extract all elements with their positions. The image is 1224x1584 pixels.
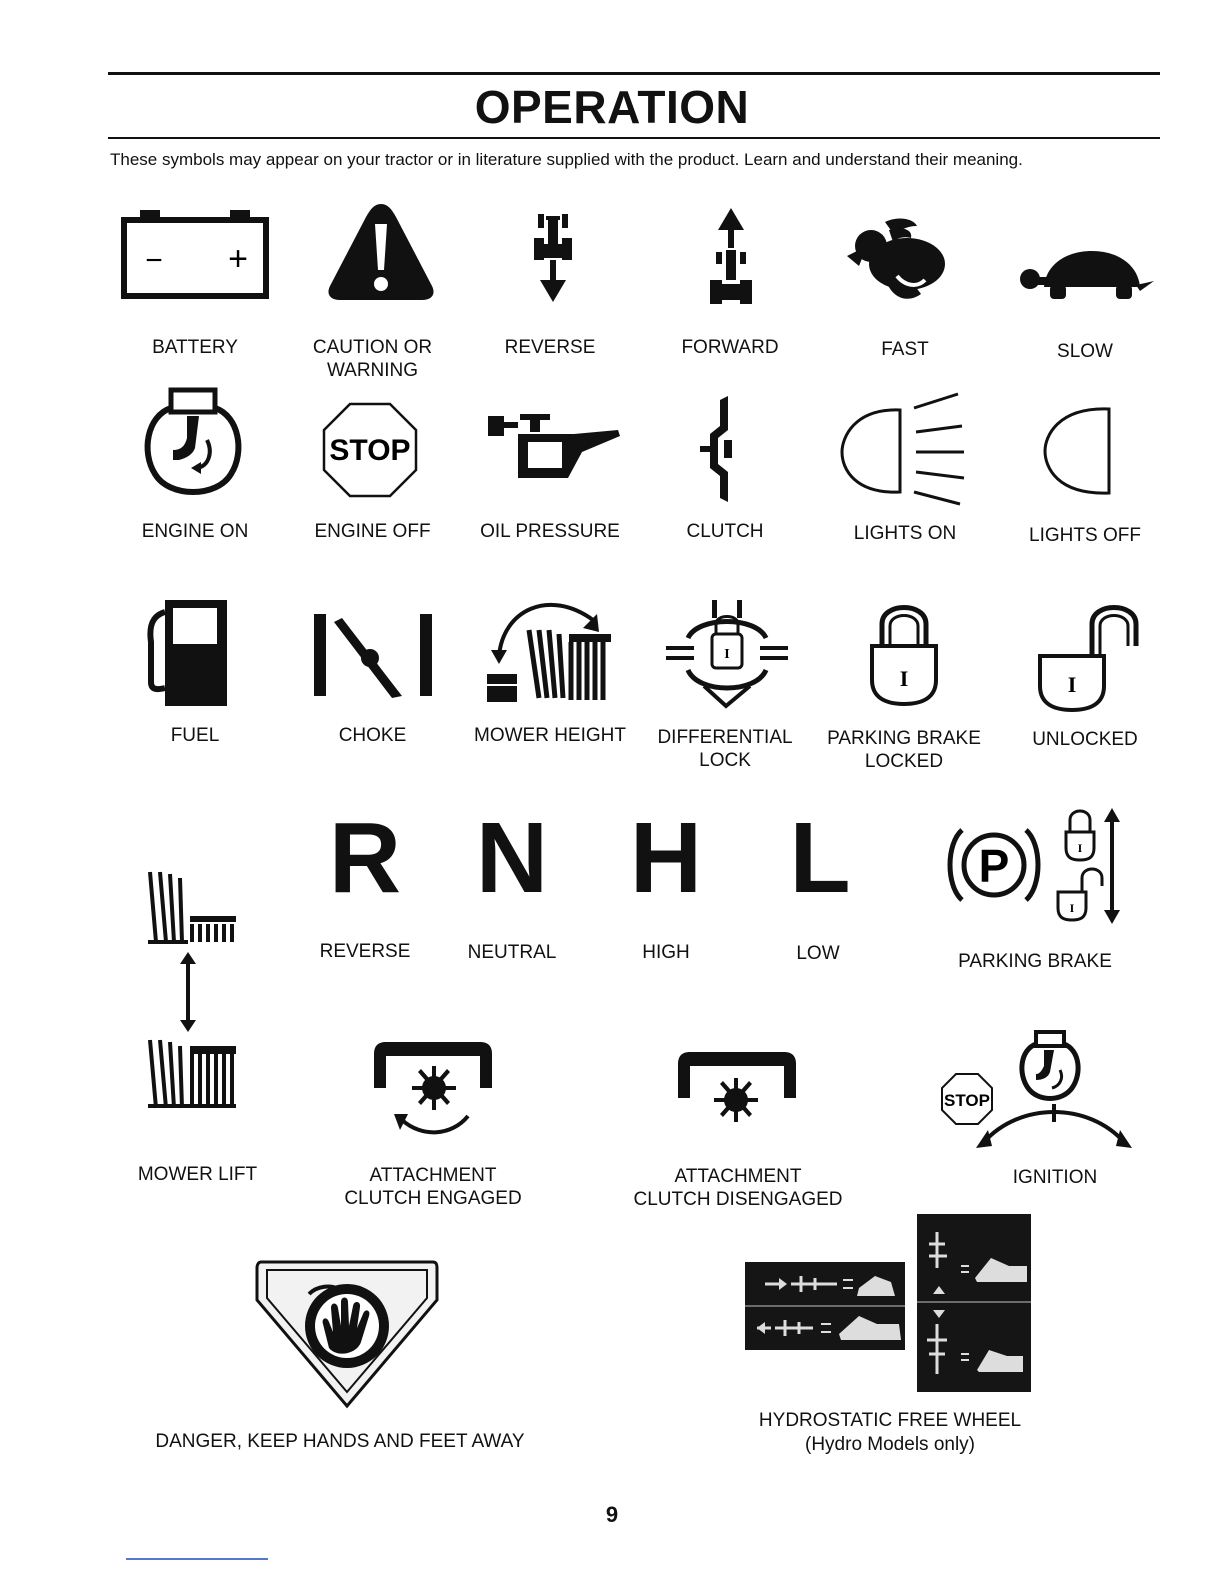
label-mower-height: MOWER HEIGHT: [474, 725, 626, 746]
label-reverse: REVERSE: [504, 337, 596, 358]
attachment-clutch-disengaged-icon: [676, 1050, 798, 1130]
gear-letter-low: L: [789, 802, 851, 914]
svg-text:I: I: [1069, 901, 1075, 915]
label-caution-line2: WARNING: [326, 360, 419, 381]
choke-icon: [312, 612, 436, 698]
stop-engine-off-icon: [322, 402, 418, 498]
mower-lift-icon: [146, 870, 246, 1112]
battery-icon: [120, 210, 270, 300]
label-lights-off: LIGHTS OFF: [1029, 525, 1141, 546]
padlock-unlocked-icon: [1036, 598, 1138, 712]
engine-on-icon: [143, 388, 243, 503]
ignition-icon: [940, 1030, 1134, 1154]
svg-text:−: −: [145, 244, 163, 277]
footer-link-underline: [126, 1558, 268, 1560]
label-att-engaged-line1: ATTACHMENT: [369, 1165, 497, 1186]
label-unlocked: UNLOCKED: [1032, 729, 1138, 750]
svg-text:I: I: [724, 647, 730, 662]
parking-brake-locks-arrow-icon: [1052, 806, 1132, 926]
padlock-locked-icon: [868, 598, 940, 708]
gear-letter-high: H: [629, 802, 703, 914]
title-underline: [108, 137, 1160, 139]
label-brake-locked-line1: PARKING BRAKE: [827, 728, 981, 749]
page-number: 9: [605, 1502, 619, 1527]
svg-text:STOP: STOP: [329, 434, 411, 467]
turtle-slow-icon: [1016, 245, 1156, 305]
intro-text: These symbols may appear on your tractor or in literature supplied with the product. Learn and understand their meaning.: [110, 150, 1023, 169]
label-hydro-line2: (Hydro Models only): [805, 1434, 975, 1455]
label-att-engaged-line2: CLUTCH ENGAGED: [344, 1188, 522, 1209]
caution-warning-icon: [326, 202, 436, 302]
label-gear-high: HIGH: [642, 942, 690, 963]
label-battery: BATTERY: [152, 337, 238, 358]
label-brake-locked-line2: LOCKED: [864, 751, 944, 772]
reverse-arrow-icon: [528, 210, 578, 305]
attachment-clutch-engaged-icon: [372, 1040, 494, 1140]
gear-letter-reverse: R: [328, 802, 402, 914]
hydro-decal-horizontal-icon: [745, 1262, 905, 1350]
top-rule: [108, 72, 1160, 75]
svg-text:I: I: [1077, 841, 1083, 855]
label-mower-lift: MOWER LIFT: [137, 1164, 258, 1185]
forward-arrow-icon: [706, 206, 756, 306]
label-engine-on: ENGINE ON: [141, 521, 249, 542]
label-diff-lock-line1: DIFFERENTIAL: [657, 727, 793, 748]
lights-off-icon: [1043, 405, 1118, 497]
label-engine-off: ENGINE OFF: [314, 521, 431, 542]
parking-brake-p-icon: [944, 820, 1044, 920]
label-lights-on: LIGHTS ON: [853, 523, 957, 544]
label-parking-brake: PARKING BRAKE: [958, 951, 1112, 972]
label-forward: FORWARD: [681, 337, 779, 358]
svg-text:I: I: [1067, 672, 1077, 697]
label-choke: CHOKE: [338, 725, 407, 746]
label-diff-lock-line2: LOCK: [699, 750, 751, 771]
gear-letter-neutral: N: [475, 802, 549, 914]
label-ignition: IGNITION: [1012, 1167, 1098, 1188]
label-fast: FAST: [881, 339, 929, 360]
label-slow: SLOW: [1057, 341, 1113, 362]
label-danger: DANGER, KEEP HANDS AND FEET AWAY: [155, 1431, 525, 1452]
label-hydro-line1: HYDROSTATIC FREE WHEEL: [758, 1410, 1022, 1431]
label-caution-line1: CAUTION OR: [312, 337, 433, 358]
label-fuel: FUEL: [170, 725, 220, 746]
svg-text:STOP: STOP: [944, 1091, 990, 1110]
svg-text:+: +: [228, 240, 248, 278]
hydro-decal-vertical-icon: [917, 1214, 1031, 1392]
oil-pressure-icon: [484, 412, 624, 492]
differential-lock-icon: [664, 598, 790, 710]
danger-hands-decal-icon: [255, 1260, 439, 1408]
page-title: OPERATION: [474, 81, 750, 133]
rabbit-fast-icon: [845, 216, 955, 306]
svg-text:P: P: [978, 840, 1010, 892]
label-gear-neutral: NEUTRAL: [467, 942, 557, 963]
label-gear-low: LOW: [796, 943, 840, 964]
fuel-pump-icon: [143, 598, 229, 708]
svg-text:I: I: [899, 666, 909, 691]
label-att-disengaged-line1: ATTACHMENT: [674, 1166, 802, 1187]
label-att-disengaged-line2: CLUTCH DISENGAGED: [633, 1189, 843, 1210]
label-gear-reverse: REVERSE: [319, 941, 411, 962]
clutch-icon: [698, 394, 738, 504]
label-oil-pressure: OIL PRESSURE: [480, 521, 620, 542]
label-clutch: CLUTCH: [686, 521, 764, 542]
lights-on-icon: [840, 390, 970, 510]
mower-height-icon: [485, 594, 615, 706]
